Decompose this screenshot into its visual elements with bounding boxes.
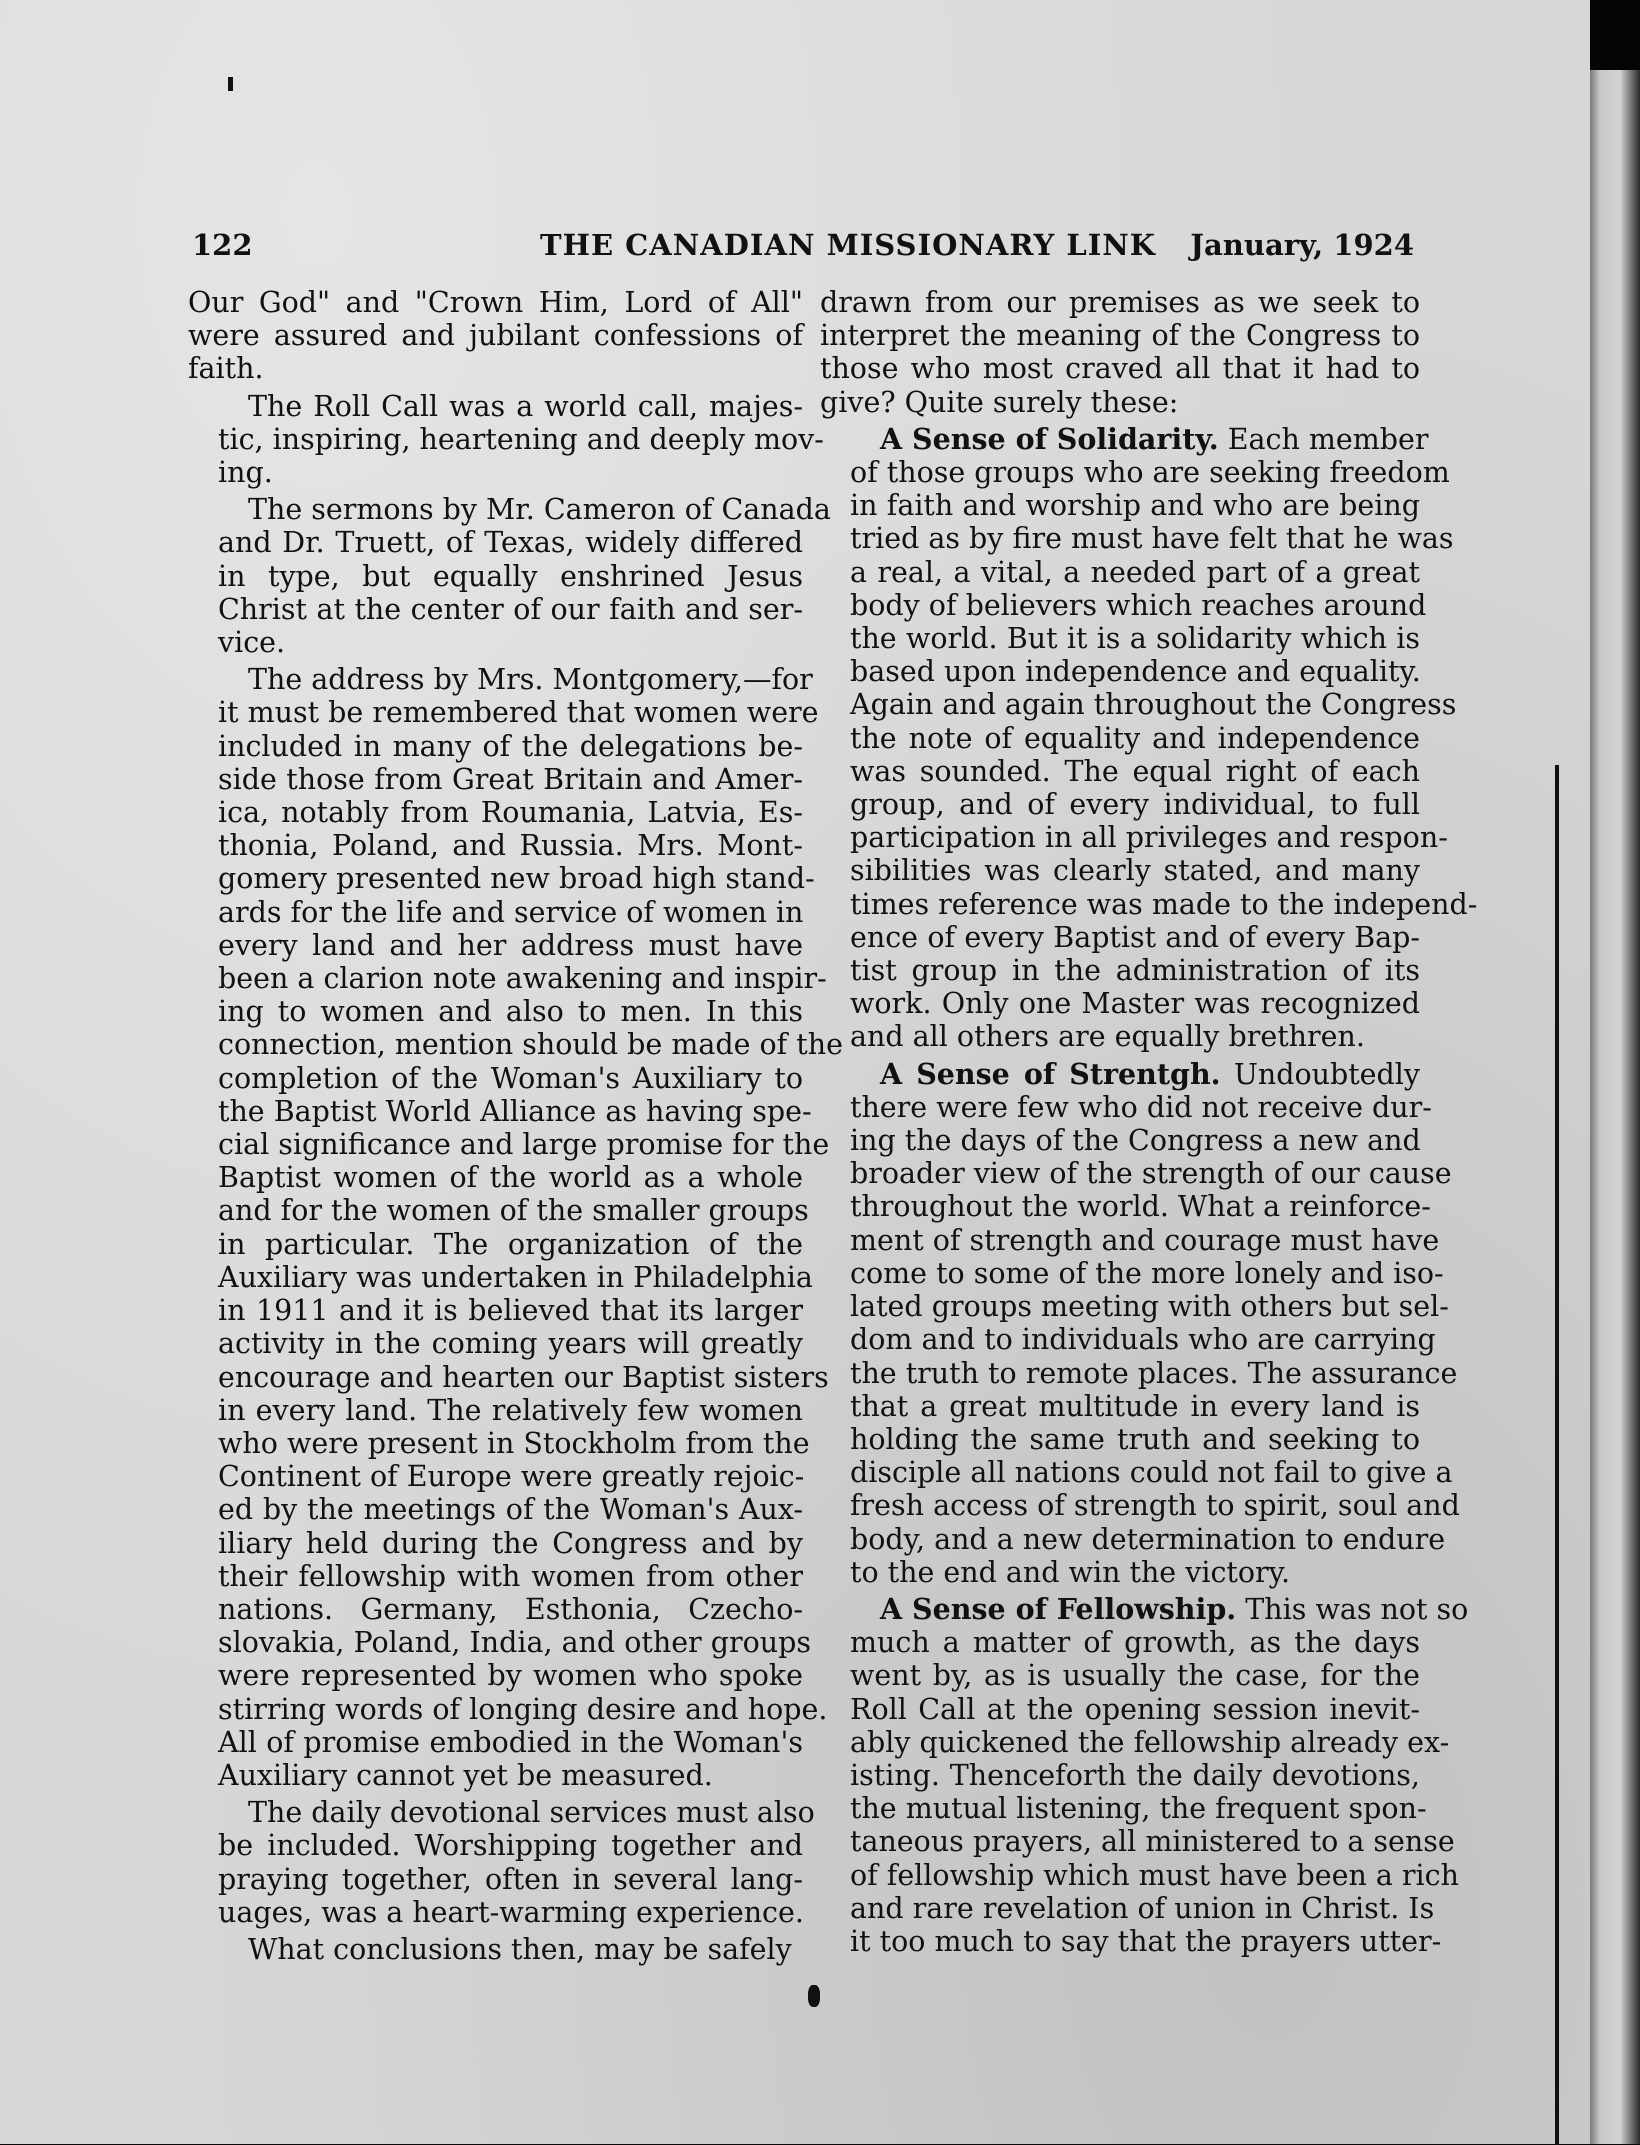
text-line: [820, 1725, 1450, 1759]
text-line: [188, 696, 819, 730]
line-text: Undoubtedly: [1233, 1057, 1420, 1091]
paragraph: [820, 286, 1420, 419]
binding-shadow: [1555, 765, 1559, 2145]
line-text: were represented by women who spoke: [218, 1659, 803, 1693]
line-text: were assured and jubilant confessions of: [188, 319, 803, 353]
line-text: ards for the life and service of women in: [218, 895, 804, 929]
line-text: come to some of the more lonely and iso-: [850, 1256, 1444, 1290]
line-text: those who most craved all that it had to: [820, 352, 1420, 386]
text-line: [188, 763, 803, 796]
text-line: [188, 1294, 803, 1327]
left-column: [188, 286, 843, 1970]
line-text: been a clarion note awakening and inspir-: [218, 962, 827, 996]
text-line: [820, 1825, 1455, 1859]
line-text: Each member: [1227, 422, 1429, 456]
line-text: connection, mention should be made of the: [218, 1028, 843, 1062]
right-column: [820, 286, 1478, 1962]
line-text: uages, was a heart-warming experience.: [218, 1895, 804, 1929]
line-text: tried as by fire must have felt that he was: [850, 522, 1454, 556]
line-text: work. Only one Master was recognized: [850, 987, 1420, 1021]
line-text: to the end and win the victory.: [850, 1555, 1291, 1589]
page-number: 122: [192, 228, 253, 262]
text-line: [820, 556, 1420, 589]
text-line: [188, 1896, 803, 1929]
line-text: ably quickened the fellowship already ex-: [850, 1725, 1450, 1759]
line-text: faith.: [188, 352, 264, 386]
line-text: isting. Thenceforth the daily devotions,: [850, 1758, 1420, 1792]
running-header: [192, 228, 1414, 268]
line-text: and rare revelation of union in Christ. Is: [850, 1891, 1435, 1925]
text-line: [188, 829, 803, 862]
line-text: ing.: [218, 456, 273, 490]
line-text: taneous prayers, all ministered to a sense: [850, 1825, 1455, 1859]
paragraph: [188, 1933, 803, 1966]
text-line: [820, 1522, 1446, 1556]
text-line: [188, 593, 803, 626]
line-text: who were present in Stockholm from the: [218, 1426, 810, 1460]
text-line: [188, 1593, 803, 1626]
paragraph: [188, 493, 831, 660]
text-line: [820, 1693, 1420, 1726]
text-line: [820, 1356, 1458, 1390]
line-text: encourage and hearten our Baptist sisters: [218, 1360, 829, 1394]
line-text: that a great multitude in every land is: [850, 1389, 1420, 1423]
line-text: The daily devotional services must also: [248, 1796, 815, 1830]
text-line: [820, 622, 1420, 655]
line-text: and for the women of the smaller groups: [218, 1194, 809, 1228]
line-text: body of believers which reaches around: [850, 588, 1427, 622]
paragraph: [820, 421, 1478, 1054]
text-line: [188, 1560, 803, 1593]
line-text: drawn from our premises as we seek to: [820, 286, 1420, 319]
line-text: give? Quite surely these:: [820, 385, 1179, 419]
text-line: [820, 1659, 1420, 1692]
line-text: tic, inspiring, heartening and deeply mov-: [218, 422, 824, 456]
text-line: [188, 1327, 803, 1360]
text-line: [820, 1792, 1427, 1826]
line-text: This was not so: [1245, 1592, 1469, 1626]
line-text: of those groups who are seeking freedom: [850, 456, 1450, 490]
text-line: [188, 1726, 803, 1759]
text-line: [820, 1626, 1420, 1659]
publication-title: THE CANADIAN MISSIONARY LINK: [540, 228, 1157, 262]
line-text: there were few who did not receive dur-: [850, 1090, 1432, 1124]
text-line: [188, 456, 803, 489]
text-line: [820, 1020, 1420, 1053]
line-text: went by, as is usually the case, for the: [850, 1659, 1420, 1693]
line-text: body, and a new determination to endure: [850, 1522, 1446, 1556]
line-text: lated groups meeting with others but sel-: [850, 1290, 1449, 1324]
text-line: [188, 1260, 813, 1294]
text-line: [188, 1128, 830, 1162]
paragraph: [188, 286, 803, 386]
text-line: [820, 1390, 1420, 1423]
text-line: [188, 1161, 803, 1194]
text-line: [820, 1256, 1444, 1290]
line-text: much a matter of growth, as the days: [850, 1626, 1420, 1660]
text-line: [820, 386, 1420, 419]
text-line: [820, 456, 1450, 490]
line-text: ica, notably from Roumania, Latvia, Es-: [218, 796, 803, 830]
paragraph: [820, 1056, 1460, 1589]
text-line: [188, 1796, 815, 1830]
line-text: times reference was made to the independ-: [850, 887, 1478, 921]
line-text: ing to women and also to men. In this: [218, 995, 803, 1029]
line-text: What conclusions then, may be safely: [248, 1932, 792, 1966]
line-text: vice.: [218, 626, 286, 660]
section-heading: A Sense of Solidarity.: [880, 421, 1219, 456]
text-line: [820, 1759, 1420, 1792]
line-text: Continent of Europe were greatly rejoic-: [218, 1460, 805, 1494]
line-text: The address by Mrs. Montgomery,—for: [248, 663, 813, 697]
text-line: [820, 1858, 1459, 1892]
text-line: [188, 663, 813, 697]
text-line: [820, 1157, 1452, 1191]
line-text: broader view of the strength of our cause: [850, 1157, 1452, 1191]
paragraph: [188, 1796, 815, 1929]
text-line: [188, 1527, 803, 1560]
line-text: and Dr. Truett, of Texas, widely differed: [218, 526, 803, 560]
line-text: All of promise embodied in the Woman's: [218, 1725, 803, 1759]
text-line: [820, 1591, 1469, 1626]
text-line: [820, 352, 1420, 385]
line-text: in faith and worship and who are being: [850, 489, 1420, 523]
text-line: [188, 526, 803, 559]
text-line: [188, 1933, 803, 1966]
text-line: [188, 730, 803, 763]
line-text: their fellowship with women from other: [218, 1559, 803, 1593]
line-text: in type, but equally enshrined Jesus: [218, 559, 803, 593]
text-line: [820, 489, 1420, 522]
line-text: iliary held during the Congress and by: [218, 1526, 803, 1560]
line-text: be included. Worshipping together and: [218, 1829, 803, 1863]
line-text: holding the same truth and seeking to: [850, 1422, 1420, 1456]
text-line: [188, 1194, 809, 1228]
text-line: [820, 887, 1478, 921]
issue-date: January, 1924: [1190, 228, 1414, 262]
scan-speck: [228, 77, 233, 91]
line-text: Roll Call at the opening session inevit-: [850, 1692, 1420, 1726]
text-line: [188, 352, 803, 385]
text-line: [188, 1228, 803, 1261]
text-line: [820, 655, 1420, 688]
line-text: it must be remembered that women were: [218, 696, 819, 730]
text-line: [188, 1394, 803, 1427]
line-text: Auxiliary cannot yet be measured.: [218, 1758, 713, 1792]
line-text: interpret the meaning of the Congress to: [820, 319, 1420, 353]
line-text: in every land. The relatively few women: [218, 1393, 803, 1427]
paragraph: [188, 389, 824, 490]
line-text: group, and of every individual, to full: [850, 788, 1420, 822]
text-line: [188, 1426, 810, 1460]
line-text: ed by the meetings of the Woman's Aux-: [218, 1493, 803, 1527]
text-line: [188, 1360, 829, 1394]
text-line: [820, 319, 1420, 352]
line-text: throughout the world. What a reinforce-: [850, 1190, 1431, 1224]
text-line: [188, 1829, 803, 1862]
text-line: [820, 1891, 1435, 1925]
line-text: praying together, often in several lang-: [218, 1862, 803, 1896]
line-text: Baptist women of the world as a whole: [218, 1161, 803, 1195]
section-heading: A Sense of Fellowship.: [880, 1591, 1237, 1626]
line-text: The sermons by Mr. Cameron of Canada: [248, 493, 831, 527]
line-text: completion of the Woman's Auxiliary to: [218, 1061, 803, 1095]
line-text: the world. But it is a solidarity which is: [850, 622, 1420, 656]
line-text: of fellowship which must have been a rich: [850, 1858, 1459, 1892]
line-text: a real, a vital, a needed part of a great: [850, 555, 1420, 589]
line-text: in 1911 and it is believed that its larger: [218, 1294, 803, 1328]
line-text: dom and to individuals who are carrying: [850, 1323, 1436, 1357]
line-text: ment of strength and courage must have: [850, 1223, 1440, 1257]
text-line: [820, 1456, 1453, 1490]
text-line: [188, 1094, 812, 1128]
text-line: [188, 796, 803, 829]
text-line: [188, 1759, 803, 1792]
line-text: Auxiliary was undertaken in Philadelphia: [218, 1260, 813, 1294]
line-text: tist group in the administration of its: [850, 954, 1420, 988]
line-text: stirring words of longing desire and hope.: [218, 1692, 828, 1726]
line-text: ing the days of the Congress a new and: [850, 1124, 1421, 1158]
line-text: sibilities was clearly stated, and many: [850, 854, 1420, 888]
text-line: [188, 1493, 803, 1526]
line-text: Again and again throughout the Congress: [850, 688, 1457, 722]
line-text: nations. Germany, Esthonia, Czecho-: [218, 1592, 803, 1626]
text-line: [820, 921, 1420, 954]
text-line: [820, 1489, 1460, 1523]
text-line: [820, 1090, 1432, 1124]
line-text: based upon independence and equality.: [850, 655, 1421, 689]
text-line: [820, 1058, 1420, 1091]
text-line: [820, 821, 1448, 855]
line-text: The Roll Call was a world call, majes-: [248, 389, 803, 423]
text-line: [188, 626, 803, 659]
line-text: fresh access of strength to spirit, soul and: [850, 1489, 1460, 1523]
text-line: [820, 1323, 1436, 1357]
text-line: [188, 1692, 828, 1726]
facing-page-edge: [1590, 70, 1640, 2144]
text-line: [820, 854, 1420, 887]
text-line: [188, 962, 827, 996]
paragraph: [188, 663, 843, 1792]
text-line: [820, 421, 1429, 456]
text-line: [188, 1659, 803, 1692]
text-line: [820, 1423, 1420, 1456]
line-text: the Baptist World Alliance as having spe-: [218, 1094, 812, 1128]
text-line: [188, 1863, 803, 1896]
line-text: cial significance and large promise for the: [218, 1128, 830, 1162]
text-line: [188, 896, 803, 929]
text-line: [820, 954, 1420, 987]
text-line: [188, 929, 803, 962]
text-line: [820, 688, 1457, 722]
line-text: side those from Great Britain and Amer-: [218, 762, 803, 796]
line-text: Christ at the center of our faith and ser-: [218, 592, 803, 626]
line-text: it too much to say that the prayers utter-: [850, 1924, 1442, 1958]
text-line: [820, 1556, 1420, 1589]
text-line: [188, 862, 815, 896]
text-line: [820, 1223, 1440, 1257]
text-line: [188, 560, 803, 593]
text-line: [820, 1124, 1420, 1157]
line-text: in particular. The organization of the: [218, 1227, 803, 1261]
footer-ornament: [808, 1985, 820, 2007]
text-line: [820, 588, 1427, 622]
line-text: the truth to remote places. The assurance: [850, 1356, 1458, 1390]
text-line: [188, 1062, 803, 1095]
line-text: included in many of the delegations be-: [218, 729, 803, 763]
line-text: and all others are equally brethren.: [850, 1020, 1365, 1054]
line-text: was sounded. The equal right of each: [850, 754, 1420, 788]
text-line: [188, 286, 803, 319]
text-line: [188, 319, 803, 352]
line-text: gomery presented new broad high stand-: [218, 862, 815, 896]
text-line: [820, 755, 1420, 788]
text-line: [820, 1290, 1449, 1324]
text-line: [188, 1460, 803, 1493]
text-line: [188, 1028, 843, 1062]
text-line: [820, 522, 1454, 556]
text-line: [188, 995, 803, 1028]
text-line: [820, 788, 1420, 821]
text-line: [820, 286, 1420, 319]
text-line: [820, 987, 1420, 1020]
text-line: [820, 1924, 1442, 1958]
section-heading: A Sense of Strentgh.: [880, 1056, 1221, 1091]
line-text: thonia, Poland, and Russia. Mrs. Mont-: [218, 829, 803, 863]
line-text: ence of every Baptist and of every Bap-: [850, 920, 1420, 954]
text-line: [820, 1190, 1431, 1224]
text-line: [188, 422, 824, 456]
line-text: the note of equality and independence: [850, 721, 1420, 755]
line-text: every land and her address must have: [218, 928, 803, 962]
paragraph: [820, 1591, 1469, 1958]
line-text: Our God" and "Crown Him, Lord of All": [188, 286, 803, 319]
text-line: [188, 1626, 811, 1660]
text-line: [820, 722, 1420, 755]
text-line: [188, 493, 831, 527]
line-text: activity in the coming years will greatly: [218, 1327, 803, 1361]
line-text: participation in all privileges and respon-: [850, 821, 1448, 855]
line-text: the mutual listening, the frequent spon-: [850, 1792, 1427, 1826]
line-text: slovakia, Poland, India, and other groups: [218, 1626, 811, 1660]
text-line: [188, 390, 803, 423]
line-text: disciple all nations could not fail to give a: [850, 1456, 1453, 1490]
